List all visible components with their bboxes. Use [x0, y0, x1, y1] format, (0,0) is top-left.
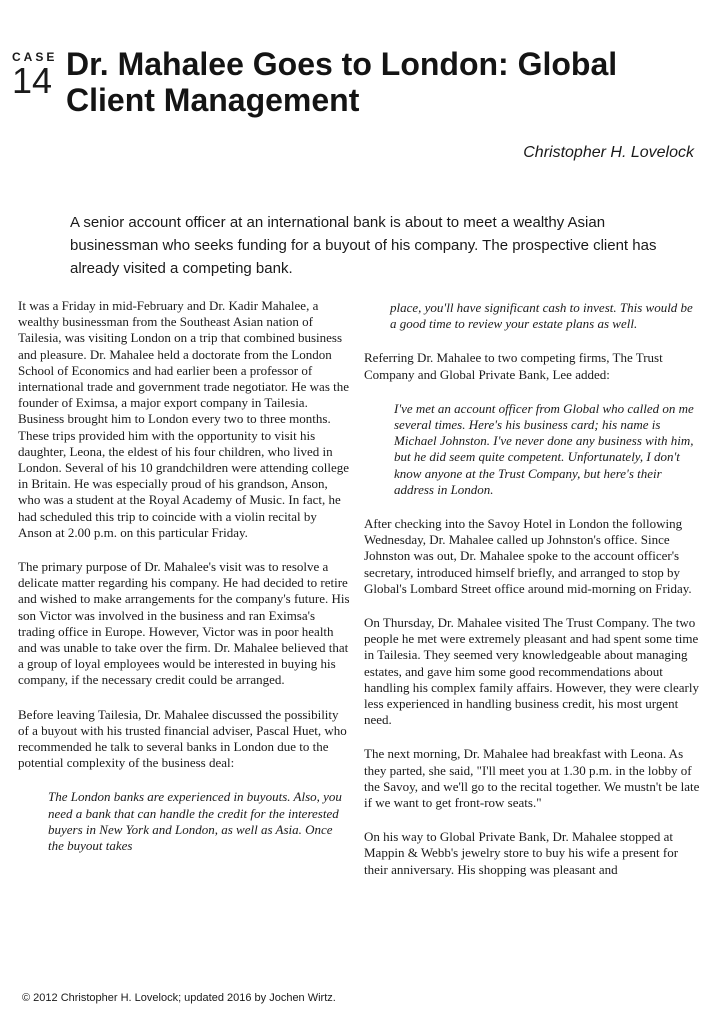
- body-paragraph: The primary purpose of Dr. Mahalee's visit was to resolve a delicate matter regarding his company. He had decided to retire and wished to make arrangements for the company's future. His son Victor was involved in the business and ran Eximsa's trading office in Europe. However, Victor was in poor health and was unable to take over the firm. Dr. Mahalee believed that a group of loyal employees would be interested in buying his company, if the necessary credit could be arranged.: [18, 559, 350, 688]
- body-paragraph: The next morning, Dr. Mahalee had breakfast with Leona. As they parted, she said, "I'll meet you at 1.30 p.m. in the lobby of the Savoy, and we'll go to the recital together. We mustn't be late if we want to get front-row seats.": [364, 746, 700, 811]
- right-column: [364, 300, 704, 896]
- body-paragraph: On Thursday, Dr. Mahalee visited The Trust Company. The two people he met were extremely pleasant and had spent some time in Tailesia. They seemed very knowledgeable about managing estates, and gave him some good recommendations about handling his complex family affairs. However, they were clearly less experienced in handling business credit, his most urgent need.: [364, 615, 699, 728]
- body-paragraph: After checking into the Savoy Hotel in London the following Wednesday, Dr. Mahalee called up Johnston's office. Since Johnston was out, Dr. Mahalee spoke to the account officer's secretary, introduced himself briefly, and arranged to stop by Global's Lombard Street office around mid-morning on Friday.: [364, 516, 692, 596]
- body-paragraph: It was a Friday in mid-February and Dr. Kadir Mahalee, a wealthy businessman from the Southeast Asian nation of Tailesia, was visiting London on a trip that combined business and pleasure. Dr. Mahalee held a doctorate from the London School of Economics and had earlier been a professor of international trade and government trade negotiator. He was the founder of Eximsa, a major export company in Tailesia. Business brought him to London every two to three months. These trips provided him with the opportunity to visit his daughter, Leona, the eldest of his four children, who lived in London. Several of his 10 grandchildren were attending college in Britain. He was especially proud of his grandson, Anson, who was a student at the Royal Academy of Music. In fact, he had scheduled this trip to coincide with a violin recital by Anson at 2.00 p.m. on this particular Friday.: [18, 298, 350, 540]
- body-paragraph: Referring Dr. Mahalee to two competing firms, The Trust Company and Global Private Bank, Lee added:: [364, 350, 663, 382]
- case-number: 14: [12, 60, 53, 101]
- copyright-footer: © 2012 Christopher H. Lovelock; updated 2016 by Jochen Wirtz.: [22, 992, 336, 1004]
- left-column: [18, 298, 352, 872]
- author-name: Christopher H. Lovelock: [523, 144, 694, 161]
- case-abstract: A senior account officer at an international bank is about to meet a wealthy Asian businessman who seeks funding for a buyout of his company. The prospective client has already visited a competing bank.: [70, 214, 657, 277]
- case-word: CASE: [12, 50, 58, 64]
- case-label: [12, 50, 58, 101]
- body-paragraph: On his way to Global Private Bank, Dr. Mahalee stopped at Mappin & Webb's jewelry store to buy his wife a present for their anniversary. His shopping was pleasant and: [364, 829, 679, 877]
- block-quote: The London banks are experienced in buyouts. Also, you need a bank that can handle the credit for the interested buyers in New York and London, as well as Asia. Once the buyout takes: [48, 789, 342, 854]
- block-quote-continued: place, you'll have significant cash to invest. This would be a good time to review your estate plans as well.: [390, 300, 693, 332]
- page-title: Dr. Mahalee Goes to London: Global Client Management: [66, 46, 618, 118]
- block-quote: I've met an account officer from Global who called on me several times. Here's his business card; his name is Michael Johnston. I've never done any business with him, but he did seem quite competent. Unfortunately, I don't know anyone at the Trust Company, but here's their address in London.: [394, 400, 694, 497]
- body-paragraph: Before leaving Tailesia, Dr. Mahalee discussed the possibility of a buyout with his trusted financial adviser, Pascal Huet, who recommended he talk to several banks in London due to the potential complexity of the business deal:: [18, 706, 347, 771]
